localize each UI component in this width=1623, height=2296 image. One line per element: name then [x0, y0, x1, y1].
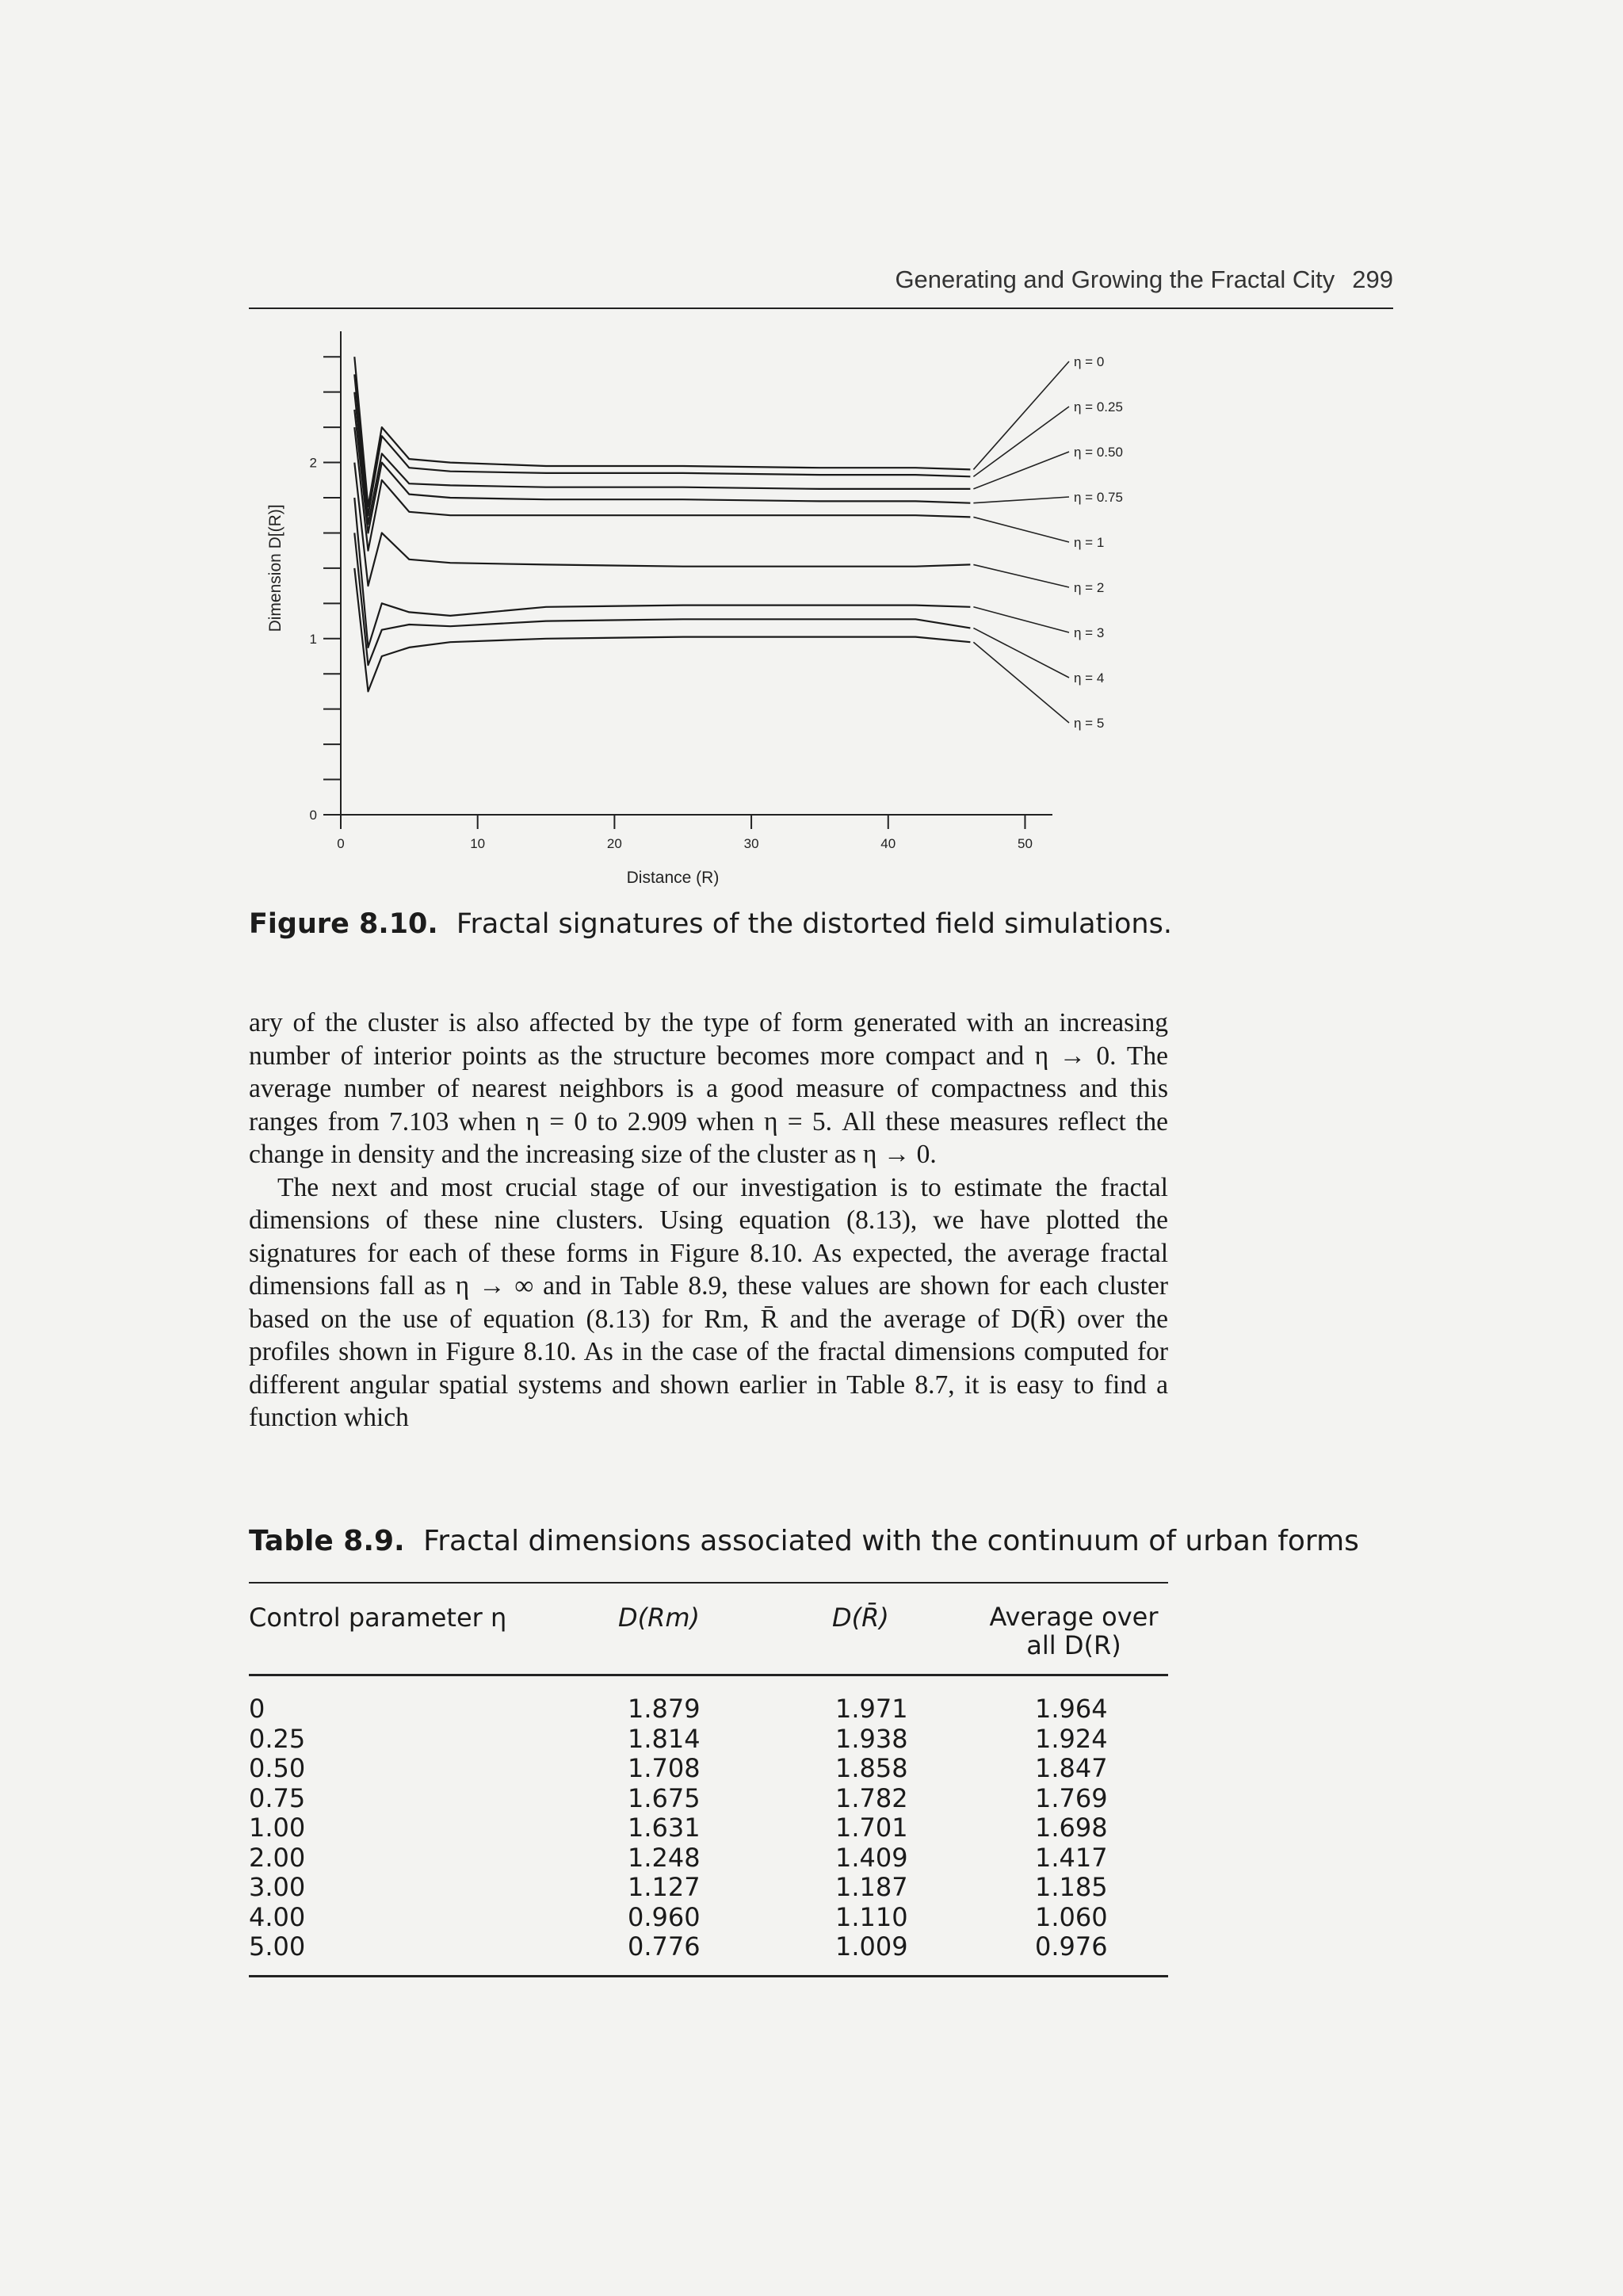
- table-cell: 2.00: [249, 1842, 306, 1873]
- legend-label: η = 0.50: [1074, 445, 1123, 460]
- legend-leader-line: [973, 607, 1069, 632]
- table-cell: 1.938: [835, 1723, 908, 1754]
- table-cell: 0.976: [1035, 1931, 1108, 1962]
- legend-label: η = 3: [1074, 625, 1105, 640]
- table-cell: 3.00: [249, 1872, 306, 1902]
- legend-leader-line: [973, 564, 1069, 587]
- body-text: [249, 1007, 1168, 1435]
- figure-caption-text: Fractal signatures of the distorted field simulations.: [456, 908, 1172, 940]
- column-average: [1035, 1694, 1108, 1962]
- table-cell: 1.924: [1035, 1723, 1108, 1754]
- table-cell: 0: [249, 1694, 265, 1724]
- table-cell: 1.964: [1035, 1694, 1108, 1724]
- header-average-line1: Average over: [989, 1602, 1159, 1632]
- table-cell: 1.698: [1035, 1813, 1108, 1843]
- paragraph-1: ary of the cluster is also affected by the type of form generated with an increasing number of interior points as the structure becomes more compact and η → 0. The average number of nearest neighbors is a good measure of compactness and this ranges from 7.103 when η = 0 to 2.909 when η = 5. All these measures reflect the change in density and the increasing size of the cluster as η → 0.: [249, 1008, 1168, 1169]
- table-cell: 1.060: [1035, 1901, 1108, 1932]
- header-average: [983, 1603, 1165, 1660]
- legend-leader-line: [973, 517, 1069, 542]
- series-line-8: [354, 568, 970, 692]
- table-cell: 1.708: [628, 1753, 701, 1783]
- table-cell: 1.782: [835, 1782, 908, 1813]
- series-line-6: [354, 498, 970, 648]
- header-average-line2: all D(R): [1026, 1630, 1121, 1660]
- table-cell: 1.417: [1035, 1842, 1108, 1873]
- legend-label: η = 1: [1074, 535, 1105, 550]
- table-cell: 1.009: [835, 1931, 908, 1962]
- table-cell: 1.00: [249, 1813, 306, 1843]
- x-tick-label: 10: [470, 836, 486, 851]
- x-axis-label: Distance (R): [626, 869, 720, 887]
- y-axis-label: Dimension D[(R)]: [266, 504, 285, 632]
- legend-label: η = 0.75: [1074, 490, 1123, 505]
- series-line-1: [354, 374, 970, 515]
- paragraph-2: The next and most crucial stage of our investigation is to estimate the fractal dimensions of these nine clusters. Using equation (8.13), we have plotted the signatures for each of these forms in Figure 8.10. As expected, the average fractal dimensions fall as η → ∞ and in Table 8.9, these values are shown for each cluster based on the use of equation (8.13) for Rm, R̄ and the average of D(R̄) over the profiles shown in Figure 8.10. As in the case of the fractal dimensions computed for different angular spatial systems and shown earlier in Table 8.7, it is easy to find a function which: [249, 1172, 1168, 1432]
- figure-8-10-chart: [238, 317, 1189, 888]
- table-cell: 1.971: [835, 1694, 908, 1724]
- table-cell: 0.75: [249, 1782, 306, 1813]
- header-control-parameter: Control parameter η: [249, 1603, 507, 1633]
- series-line-5: [354, 463, 970, 586]
- column-d-rm: [628, 1694, 701, 1962]
- column-d-rbar: [835, 1694, 908, 1962]
- table-cell: 1.675: [628, 1782, 701, 1813]
- page-number: 299: [1352, 266, 1393, 293]
- header-d-rbar: D(R̄): [832, 1603, 889, 1633]
- legend-leader-line: [973, 628, 1069, 678]
- series-line-2: [354, 392, 970, 525]
- running-head-title: Generating and Growing the Fractal City: [895, 266, 1335, 293]
- table-cell: 1.769: [1035, 1782, 1108, 1813]
- legend-leader-line: [973, 642, 1069, 723]
- table-label: Table 8.9.: [249, 1525, 405, 1557]
- table-title-text: Fractal dimensions associated with the continuum of urban forms: [423, 1525, 1359, 1557]
- column-control-parameter: [249, 1694, 305, 1962]
- table-cell: 1.248: [628, 1842, 701, 1873]
- x-tick-label: 50: [1018, 836, 1033, 851]
- legend-label: η = 0.25: [1074, 399, 1123, 415]
- x-tick-label: 30: [743, 836, 759, 851]
- table-cell: 1.110: [835, 1901, 908, 1932]
- table-cell: 1.127: [628, 1872, 701, 1902]
- figure-label: Figure 8.10.: [249, 908, 438, 940]
- figure-caption: [249, 908, 1172, 940]
- series-line-7: [354, 533, 970, 665]
- table-title: [249, 1525, 1359, 1557]
- legend-leader-line: [973, 497, 1069, 503]
- y-tick-label: 0: [309, 808, 317, 823]
- table-cell: 1.879: [628, 1694, 701, 1724]
- table-cell: 4.00: [249, 1901, 306, 1932]
- x-tick-label: 20: [606, 836, 622, 851]
- y-tick-label: 1: [309, 631, 317, 647]
- x-tick-label: 40: [880, 836, 896, 851]
- table-cell: 1.701: [835, 1813, 908, 1843]
- table-bottom-rule: [249, 1975, 1168, 1977]
- table-cell: 0.776: [628, 1931, 701, 1962]
- table-cell: 1.185: [1035, 1872, 1108, 1902]
- header-rule: [249, 308, 1393, 309]
- legend-label: η = 2: [1074, 580, 1105, 595]
- series-line-0: [354, 357, 970, 506]
- table-cell: 1.187: [835, 1872, 908, 1902]
- table-cell: 1.814: [628, 1723, 701, 1754]
- table-cell: 0.960: [628, 1901, 701, 1932]
- legend-label: η = 4: [1074, 670, 1105, 686]
- header-d-rm: D(Rm): [618, 1603, 701, 1633]
- legend-label: η = 5: [1074, 716, 1105, 731]
- table-cell: 1.858: [835, 1753, 908, 1783]
- table-cell: 1.847: [1035, 1753, 1108, 1783]
- table-cell: 0.25: [249, 1723, 306, 1754]
- y-tick-label: 2: [309, 455, 317, 471]
- legend-leader-line: [973, 361, 1069, 469]
- table-cell: 0.50: [249, 1753, 306, 1783]
- legend-leader-line: [973, 452, 1069, 489]
- table-cell: 5.00: [249, 1931, 306, 1962]
- x-tick-label: 0: [337, 836, 345, 851]
- running-head: [249, 266, 1393, 294]
- table-top-rule: [249, 1582, 1168, 1584]
- legend-leader-line: [973, 407, 1069, 476]
- table-cell: 1.409: [835, 1842, 908, 1873]
- table-cell: 1.631: [628, 1813, 701, 1843]
- table-header-rule: [249, 1674, 1168, 1676]
- legend-label: η = 0: [1074, 354, 1105, 369]
